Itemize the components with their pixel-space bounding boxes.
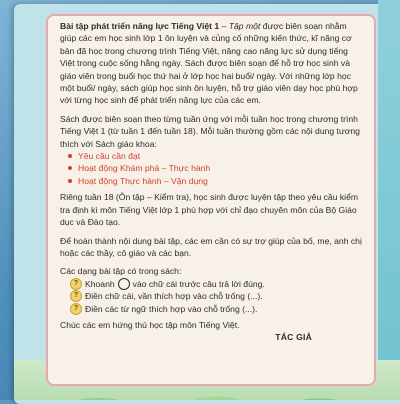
closing-line: Chúc các em hứng thú học tập môn Tiếng Việt. (60, 319, 240, 330)
support-paragraph: Để hoàn thành nội dung bài tập, các em cần có sự trợ giúp của bố, mẹ, anh chị hoặc các thầy, cô giáo và các bạn. (60, 235, 362, 258)
bullet-icon (68, 166, 72, 170)
preface-card (46, 14, 376, 386)
exercise-type-fill-letter: ? Điền chữ cái, vần thích hợp vào chỗ trống (...). (60, 290, 364, 302)
structure-paragraph: Sách được biên soạn theo từng tuần ứng với mỗi tuần học trong chương trình Tiếng Việt 1 (từ tuần 1 đến tuần 18). Mỗi tuần thường gồm các nội dung tương thích với Sách giáo khoa: (60, 113, 360, 149)
book-title: Bài tập phát triển năng lực Tiếng Việt 1 (60, 21, 220, 31)
volume-label: Tập một (228, 21, 261, 31)
intro-paragraph (60, 20, 364, 107)
exercise-types-heading: Các dạng bài tập có trong sách: (60, 266, 182, 277)
cover-edge (378, 0, 400, 400)
title-dash: – (219, 21, 229, 31)
author-signature: TÁC GIẢ (275, 332, 312, 343)
circle-icon (118, 278, 130, 290)
exercise-type-fill-word: ? Điền các từ ngữ thích hợp vào chỗ trống (...). (60, 303, 364, 315)
list-item: Hoạt động Khám phá – Thực hành (60, 162, 364, 174)
question-icon: ? (70, 290, 82, 302)
week18-paragraph: Riêng tuần 18 (Ôn tập – Kiểm tra), học sinh được luyện tập theo yêu cầu kiểm tra định kì môn Tiếng Việt lớp 1 phù hợp với chỉ đạo chuyên môn của Bộ Giáo dục và Đào tạo. (60, 192, 359, 228)
list-item: Hoạt động Thực hành – Vận dụng (60, 175, 364, 187)
exercise-type-circle: ? Khoanh vào chữ cái trước câu trả lời đúng. (60, 278, 364, 290)
question-icon: ? (70, 278, 82, 290)
intro-text: được biên soạn nhằm giúp các em học sinh lớp 1 ôn luyện và củng cố những kiến thức, kĩ năng cơ bản đã học trong chương trình Tiếng Việt, nâng cao năng lực sử dụng tiếng Việt trong cuộc sống hằng ngày. Sách được biên soạn để hỗ trợ học sinh và giáo viên trong buổi học thứ hai ở lớp học hai buổi/ ngày. Với những lớp học một buổi/ ngày, sách giúp học sinh ôn luyện, hỗ trợ giáo viên dạy học phù hợp với từng học sinh để phát triển năng lực của các em. (60, 21, 358, 106)
list-item: Yêu cầu cần đạt (60, 150, 364, 162)
bullet-icon (68, 179, 72, 183)
question-icon: ? (70, 303, 82, 315)
section-list (60, 150, 364, 187)
bullet-icon (68, 154, 72, 158)
